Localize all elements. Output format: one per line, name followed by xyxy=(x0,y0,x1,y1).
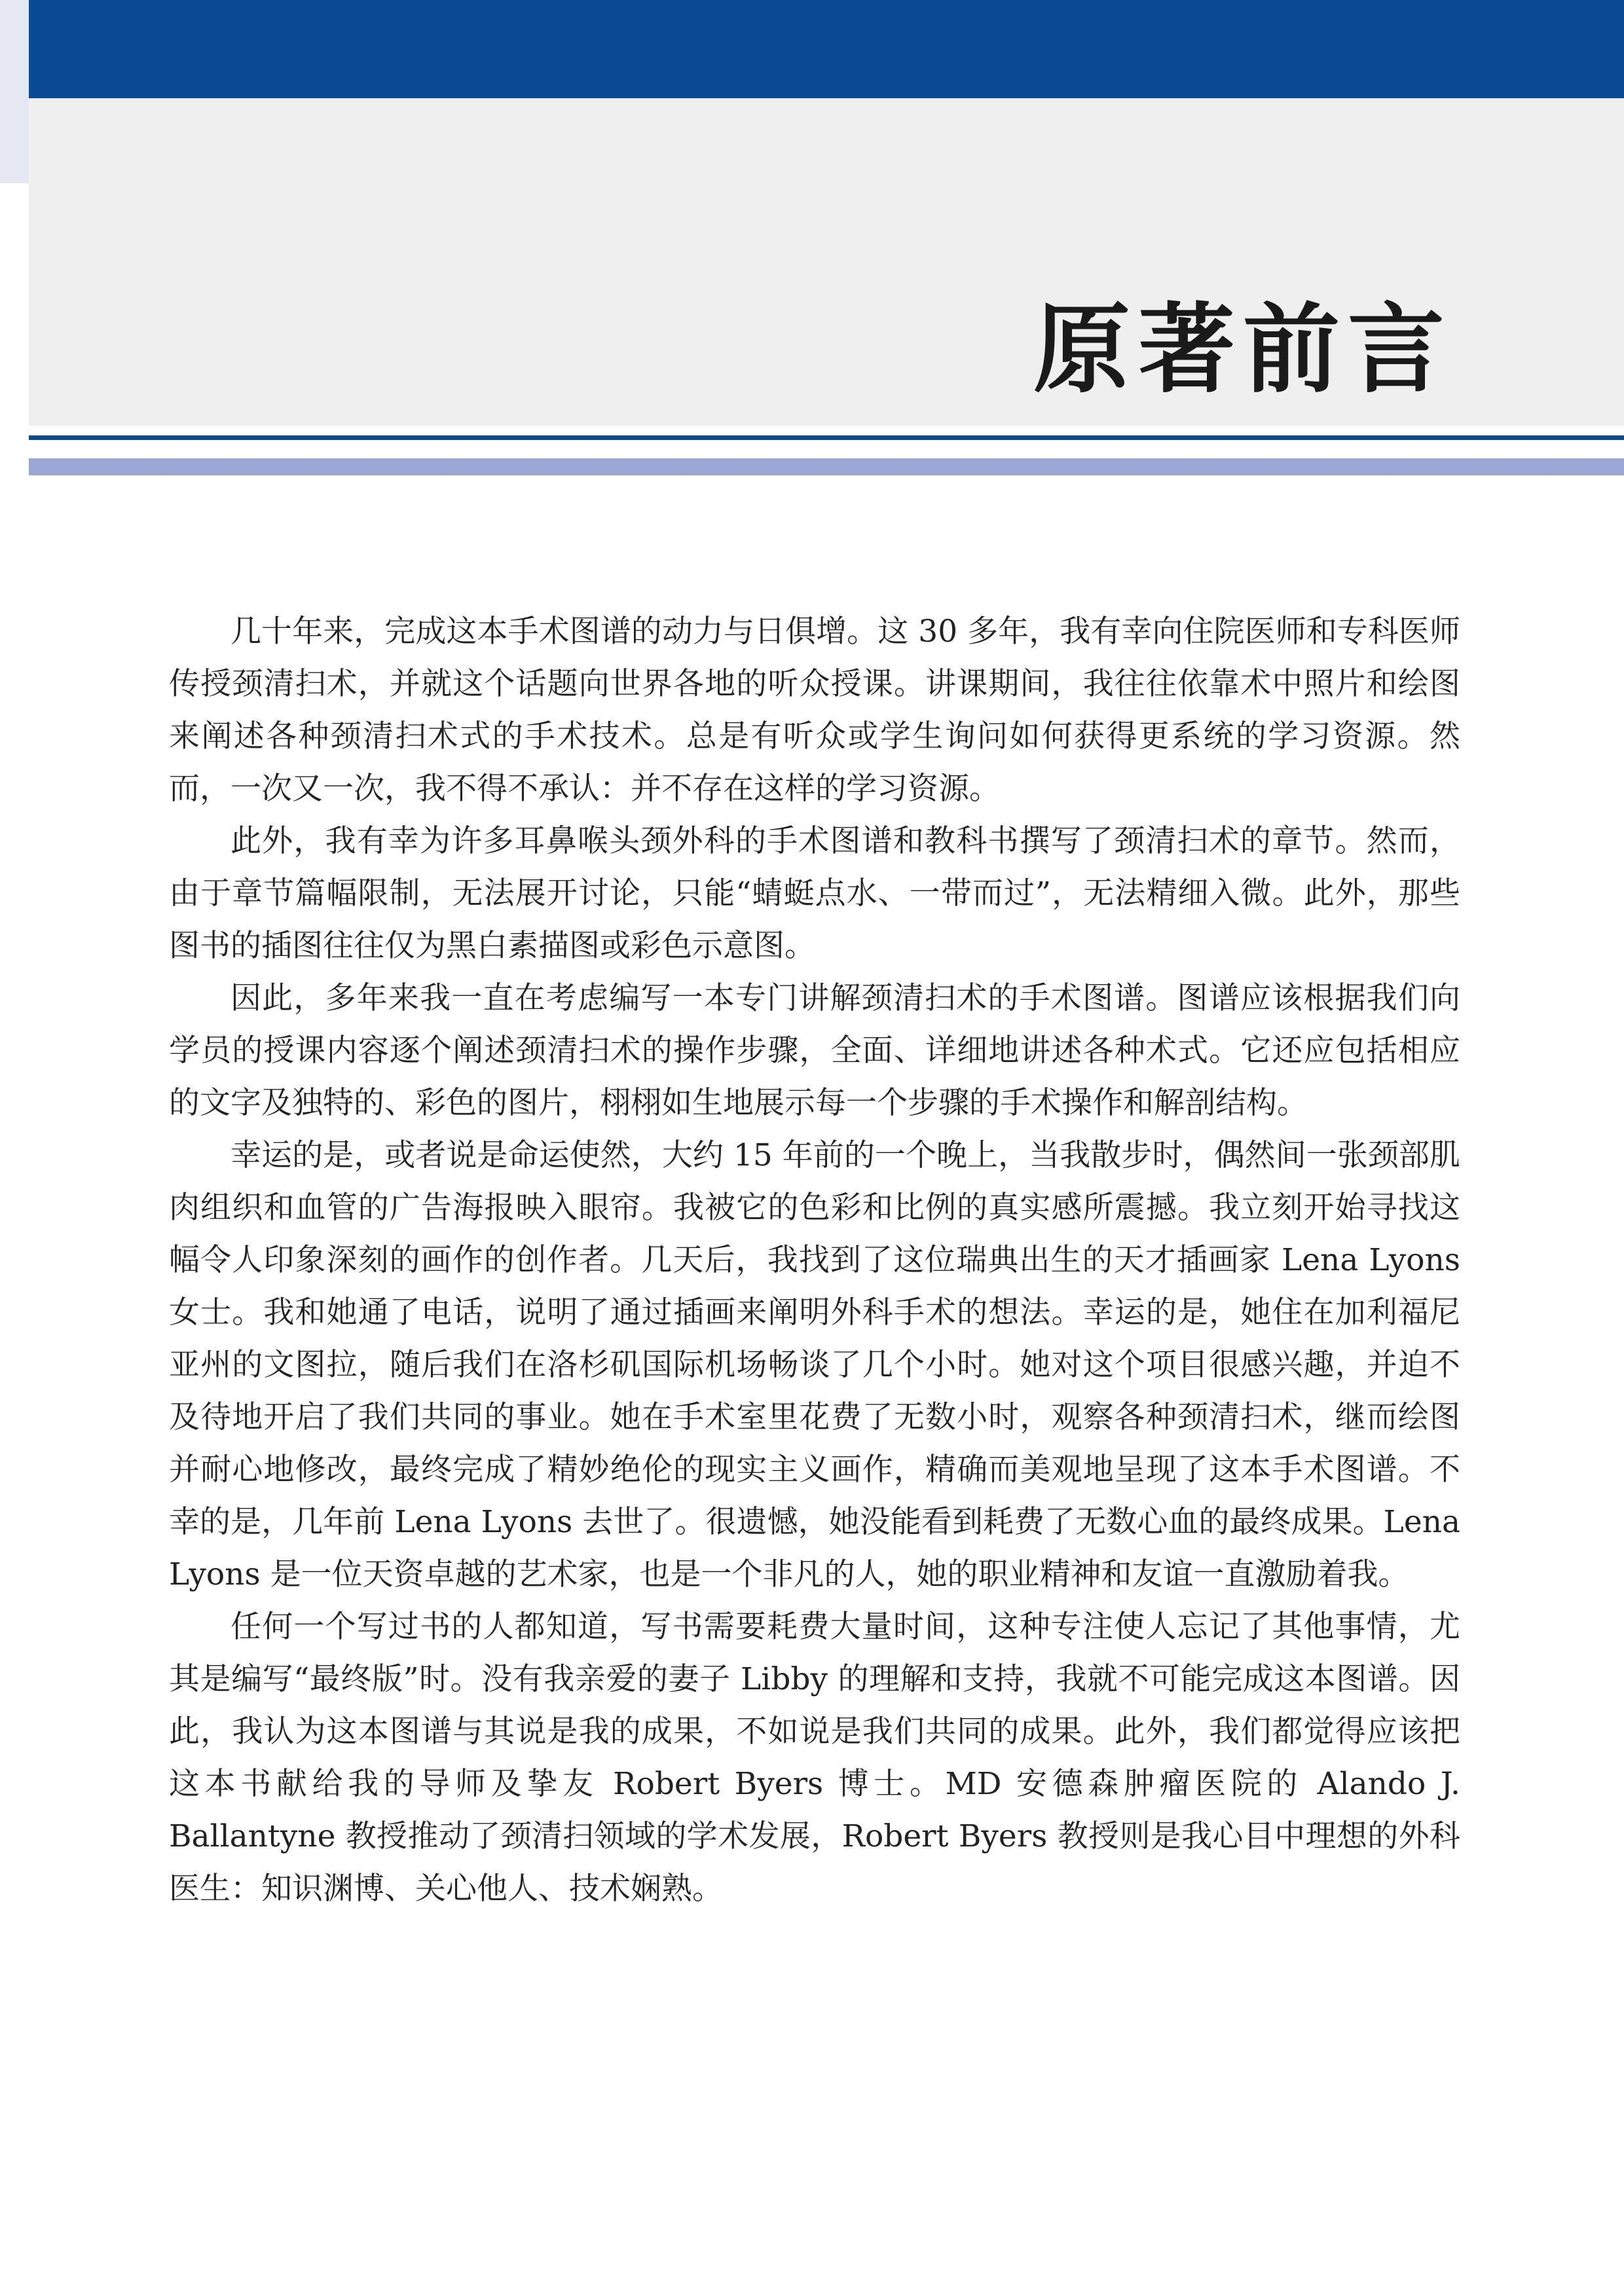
paragraph: 因此，多年来我一直在考虑编写一本专门讲解颈清扫术的手术图谱。图谱应该根据我们向学员的授课内容逐个阐述颈清扫术的操作步骤，全面、详细地讲述各种术式。它还应包括相应的文字及独特的、彩色的图片，栩栩如生地展示每一个步骤的手术操作和解剖结构。 xyxy=(169,980,1460,1121)
page-title: 原著前言 xyxy=(1033,293,1452,406)
left-edge-strip xyxy=(0,0,29,183)
body-text xyxy=(169,606,1460,1915)
header-rule-thick xyxy=(29,458,1624,475)
paragraph: 任何一个写过书的人都知道，写书需要耗费大量时间，这种专注使人忘记了其他事情，尤其是编写“最终版”时。没有我亲爱的妻子 Libby 的理解和支持，我就不可能完成这本图谱。因此，我认为这本图谱与其说是我的成果，不如说是我们共同的成果。此外，我们都觉得应该把这本书献给我的导师及挚友 Robert Byers 博士。MD 安德森肿瘤医院的 Alando J. Ballantyne 教授推动了颈清扫领域的学术发展，Robert Byers 教授则是我心目中理想的外科医生：知识渊博、关心他人、技术娴熟。 xyxy=(169,1609,1460,1907)
header-rule-thin xyxy=(29,435,1624,440)
paragraph: 此外，我有幸为许多耳鼻喉头颈外科的手术图谱和教科书撰写了颈清扫术的章节。然而，由于章节篇幅限制，无法展开讨论，只能“蜻蜓点水、一带而过”，无法精细入微。此外，那些图书的插图往往仅为黑白素描图或彩色示意图。 xyxy=(169,823,1460,964)
header-color-bar xyxy=(29,0,1624,98)
paragraph: 幸运的是，或者说是命运使然，大约 15 年前的一个晚上，当我散步时，偶然间一张颈部肌肉组织和血管的广告海报映入眼帘。我被它的色彩和比例的真实感所震撼。我立刻开始寻找这幅令人印象深刻的画作的创作者。几天后，我找到了这位瑞典出生的天才插画家 Lena Lyons 女士。我和她通了电话，说明了通过插画来阐明外科手术的想法。幸运的是，她住在加利福尼亚州的文图拉，随后我们在洛杉矶国际机场畅谈了几个小时。她对这个项目很感兴趣，并迫不及待地开启了我们共同的事业。她在手术室里花费了无数小时，观察各种颈清扫术，继而绘图并耐心地修改，最终完成了精妙绝伦的现实主义画作，精确而美观地呈现了这本手术图谱。不幸的是，几年前 Lena Lyons 去世了。很遗憾，她没能看到耗费了无数心血的最终成果。Lena Lyons 是一位天资卓越的艺术家，也是一个非凡的人，她的职业精神和友谊一直激励着我。 xyxy=(169,1137,1460,1592)
paragraph: 几十年来，完成这本手术图谱的动力与日俱增。这 30 多年，我有幸向住院医师和专科医师传授颈清扫术，并就这个话题向世界各地的听众授课。讲课期间，我往往依靠术中照片和绘图来阐述各种颈清扫术式的手术技术。总是有听众或学生询问如何获得更系统的学习资源。然而，一次又一次，我不得不承认：并不存在这样的学习资源。 xyxy=(169,614,1460,807)
